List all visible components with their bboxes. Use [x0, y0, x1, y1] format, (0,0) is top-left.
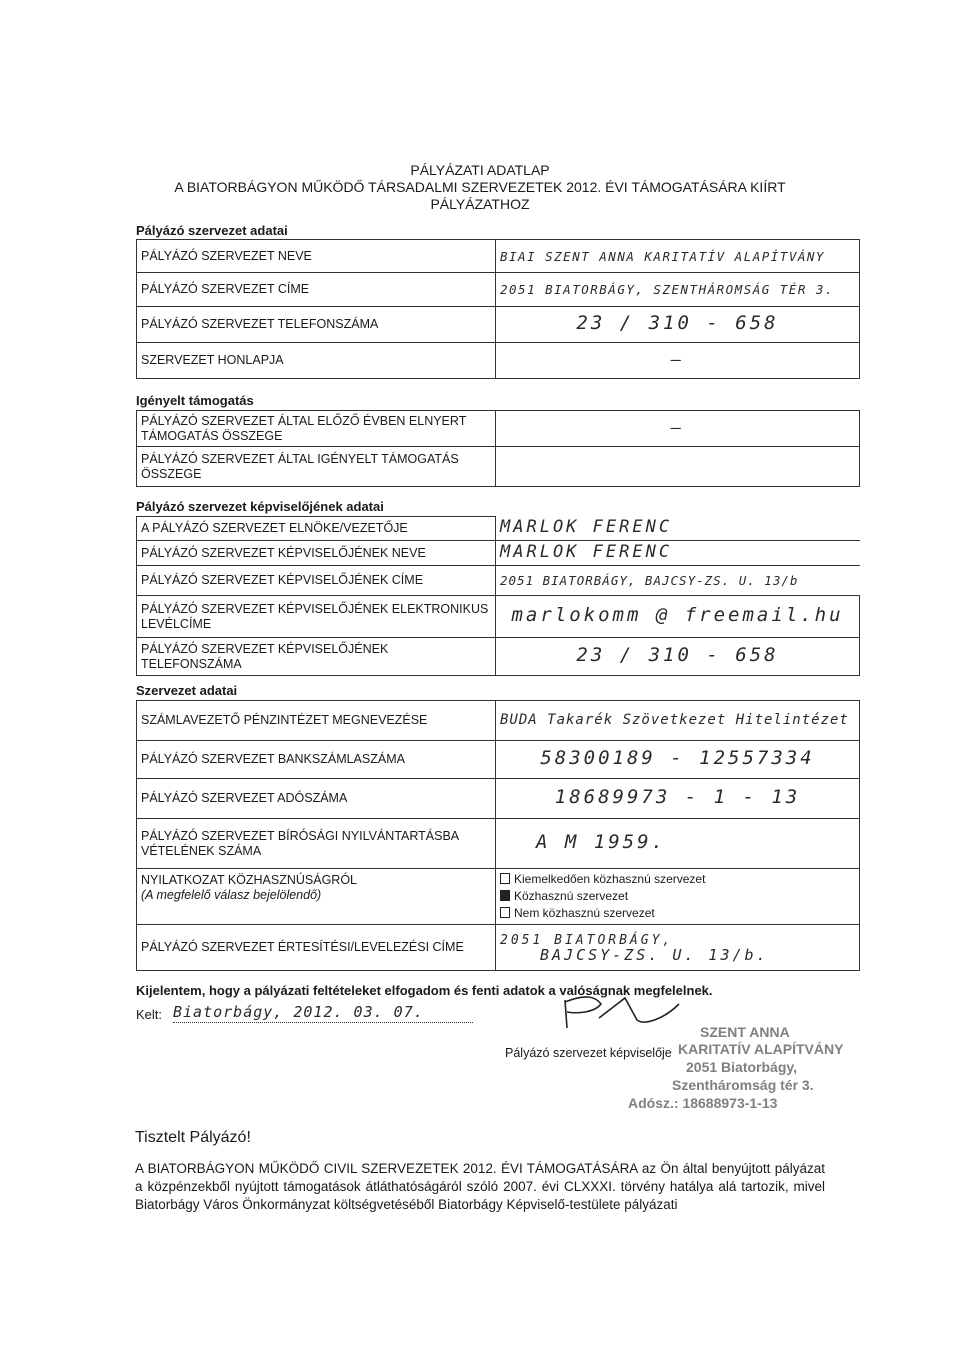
bank-account-cell[interactable] [496, 741, 860, 779]
stamp-line4: Szentháromság tér 3. [672, 1077, 814, 1093]
rep-address-value: 2051 BIATORBÁGY, BAJCSY-ZS. U. 13/b [500, 572, 799, 588]
rep-phone-cell[interactable] [496, 638, 860, 676]
mailing-address-cell[interactable] [496, 925, 860, 971]
greeting: Tisztelt Pályázó! [135, 1129, 251, 1146]
court-registration-label: PÁLYÁZÓ SZERVEZET BÍRÓSÁGI NYILVÁNTARTÁSBA VÉTELÉNEK SZÁMA [137, 819, 496, 869]
statement-text: Kijelentem, hogy a pályázati feltételeket elfogadom és fenti adatok a valóságnak megfelelnek. [136, 983, 713, 998]
organization-table [136, 700, 860, 971]
form-subtitle-2: PÁLYÁZATHOZ [430, 196, 530, 212]
tax-number-label: PÁLYÁZÓ SZERVEZET ADÓSZÁMA [137, 779, 496, 819]
rep-email-label: PÁLYÁZÓ SZERVEZET KÉPVISELŐJÉNEK ELEKTRONIKUS LEVÉLCÍME [137, 596, 496, 638]
rep-address-label: PÁLYÁZÓ SZERVEZET KÉPVISELŐJÉNEK CÍME [137, 566, 496, 596]
court-registration-value: A M 1959. [536, 831, 666, 853]
applicant-name-cell[interactable] [496, 240, 860, 273]
rep-email-value: marlokomm @ freemail.hu [511, 604, 844, 626]
rep-phone-label: PÁLYÁZÓ SZERVEZET KÉPVISELŐJÉNEK TELEFONSZÁMA [137, 638, 496, 676]
rep-name-value: MARLOK FERENC [500, 542, 673, 562]
previous-support-cell[interactable] [496, 411, 860, 447]
option-non-public-benefit[interactable]: Nem közhasznú szervezet [500, 905, 855, 922]
representative-table [136, 516, 860, 676]
applicant-phone-value: 23 / 310 - 658 [576, 312, 779, 334]
date-value[interactable]: Biatorbágy, 2012. 03. 07. [173, 1003, 473, 1023]
declaration-label: NYILATKOZAT KÖZHASZNÚSÁGRÓL [141, 873, 358, 887]
section-representative-heading: Pályázó szervezet képviselőjének adatai [136, 499, 384, 514]
applicant-website-value: — [670, 349, 685, 370]
mailing-address-line1: 2051 BIATORBÁGY, [500, 932, 674, 948]
checkbox-checked-icon[interactable] [500, 890, 510, 901]
stamp-line3: 2051 Biatorbágy, [686, 1059, 798, 1075]
date-label: Kelt: [136, 1007, 163, 1022]
bank-account-value: 58300189 - 12557334 [540, 747, 815, 769]
rep-phone-value: 23 / 310 - 658 [576, 644, 779, 666]
applicant-name-value: BIAI SZENT ANNA KARITATÍV ALAPÍTVÁNY [500, 248, 825, 264]
applicant-website-label: SZERVEZET HONLAPJA [137, 343, 496, 379]
rep-chair-cell[interactable] [496, 517, 860, 541]
applicant-table [136, 239, 860, 379]
section-organization-heading: Szervezet adatai [136, 683, 238, 698]
applicant-address-value: 2051 BIATORBÁGY, SZENTHÁROMSÁG TÉR 3. [500, 282, 834, 297]
previous-support-value: — [670, 417, 685, 438]
tax-number-value: 18689973 - 1 - 13 [554, 786, 801, 808]
stamp-line2: KARITATÍV ALAPÍTVÁNY [678, 1041, 844, 1057]
requested-support-cell[interactable] [496, 447, 860, 487]
stamp-line1: SZENT ANNA [700, 1024, 790, 1040]
bank-account-label: PÁLYÁZÓ SZERVEZET BANKSZÁMLASZÁMA [137, 741, 496, 779]
section-support-heading: Igényelt támogatás [136, 393, 254, 408]
applicant-website-cell[interactable] [496, 343, 860, 379]
signature-label: Pályázó szervezet képviselője [505, 1046, 672, 1060]
bank-name-label: SZÁMLAVEZETŐ PÉNZINTÉZET MEGNEVEZÉSE [137, 701, 496, 741]
bank-name-value: BUDA Takarék Szövetkezet Hitelintézet [500, 712, 849, 728]
support-table [136, 410, 860, 487]
form-subtitle: A BIATORBÁGYON MŰKÖDŐ TÁRSADALMI SZERVEZETEK 2012. ÉVI TÁMOGATÁSÁRA KIÍRT [174, 179, 786, 195]
letter-body: A BIATORBÁGYON MŰKÖDŐ CIVIL SZERVEZETEK 2012. ÉVI TÁMOGATÁSÁRA az Ön által benyújtott pályázat a közpénzekből nyújtott támogatások átláthatóságáról szóló 2007. évi CLXXXI. törvény hatálya alá tartozik, mivel Biatorbágy Város Önkormányzat költségvetéséből Biatorbágy Képviselő-testülete pályázati [135, 1161, 825, 1212]
applicant-name-label: PÁLYÁZÓ SZERVEZET NEVE [137, 240, 496, 273]
mailing-address-label: PÁLYÁZÓ SZERVEZET ÉRTESÍTÉSI/LEVELEZÉSI CÍME [137, 925, 496, 971]
stamp-line5: Adósz.: 18688973-1-13 [628, 1095, 778, 1111]
option-public-benefit[interactable]: Közhasznú szervezet [500, 888, 855, 905]
rep-email-cell[interactable] [496, 596, 860, 638]
form-title: PÁLYÁZATI ADATLAP [410, 162, 550, 178]
declaration-hint: (A megfelelő válasz bejelölendő) [141, 888, 322, 902]
court-registration-cell[interactable] [496, 819, 860, 869]
declaration-options [496, 869, 860, 925]
applicant-phone-cell[interactable] [496, 307, 860, 343]
previous-support-label: PÁLYÁZÓ SZERVEZET ÁLTAL ELŐZŐ ÉVBEN ELNYERT TÁMOGATÁS ÖSSZEGE [137, 411, 496, 447]
option-outstanding-public-benefit[interactable]: Kiemelkedően közhasznú szervezet [500, 871, 855, 888]
rep-name-label: PÁLYÁZÓ SZERVEZET KÉPVISELŐJÉNEK NEVE [137, 541, 496, 566]
requested-support-label: PÁLYÁZÓ SZERVEZET ÁLTAL IGÉNYELT TÁMOGATÁS ÖSSZEGE [137, 447, 496, 487]
applicant-address-label: PÁLYÁZÓ SZERVEZET CÍME [137, 273, 496, 307]
applicant-phone-label: PÁLYÁZÓ SZERVEZET TELEFONSZÁMA [137, 307, 496, 343]
signature-scribble [555, 990, 685, 1032]
tax-number-cell[interactable] [496, 779, 860, 819]
rep-name-cell[interactable] [496, 541, 860, 566]
bank-name-cell[interactable] [496, 701, 860, 741]
checkbox-icon[interactable] [500, 873, 510, 884]
declaration-label-cell [137, 869, 496, 925]
section-applicant-heading: Pályázó szervezet adatai [136, 223, 288, 238]
rep-chair-value: MARLOK FERENC [500, 517, 673, 538]
mailing-address-line2: BAJCSY-ZS. U. 13/b. [540, 945, 769, 964]
rep-chair-label: A PÁLYÁZÓ SZERVEZET ELNÖKE/VEZETŐJE [137, 517, 496, 541]
applicant-address-cell[interactable] [496, 273, 860, 307]
checkbox-icon[interactable] [500, 907, 510, 918]
rep-address-cell[interactable] [496, 566, 860, 596]
